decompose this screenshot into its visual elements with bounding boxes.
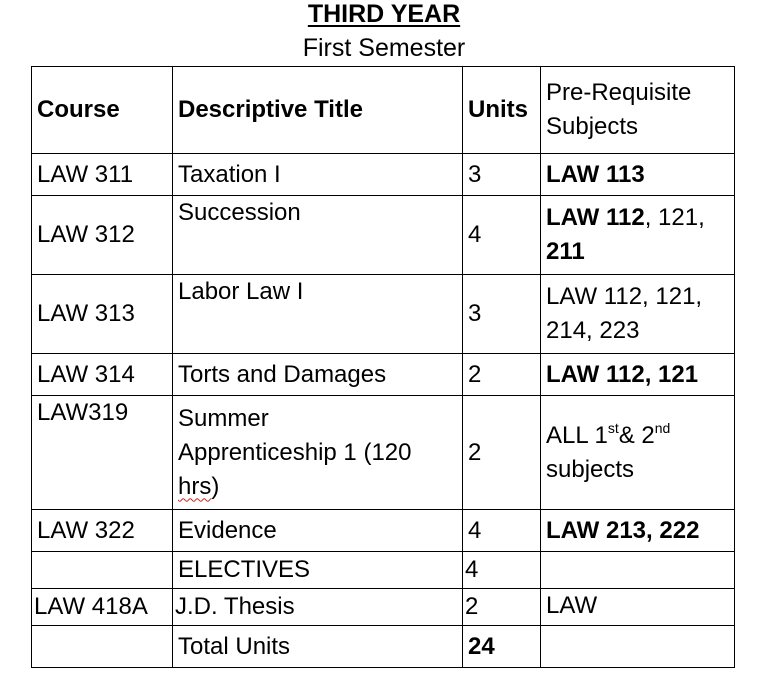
course-code: LAW 314	[32, 354, 173, 396]
table-row	[32, 275, 735, 354]
course-title: ELECTIVES	[173, 552, 463, 589]
prereq-sup-nd: nd	[654, 419, 671, 436]
prereq-line2: 211	[546, 238, 585, 265]
course-units: 2	[463, 396, 541, 510]
course-prereq: LAW 112, 121	[541, 354, 735, 396]
total-units: 24	[463, 626, 541, 668]
course-units: 4	[463, 510, 541, 552]
course-units: 2	[463, 589, 541, 626]
title-line3-end: )	[211, 472, 220, 500]
course-code	[32, 552, 173, 589]
course-prereq: LAW 213, 222	[541, 510, 735, 552]
table-row	[32, 589, 735, 626]
course-code: LAW 418A	[32, 589, 173, 626]
course-title: J.D. Thesis	[173, 589, 463, 626]
header-course: Course	[32, 67, 173, 154]
course-prereq	[541, 196, 735, 275]
course-title: Taxation I	[173, 154, 463, 196]
course-title: Evidence	[173, 510, 463, 552]
table-row	[32, 354, 735, 396]
course-code: LAW 311	[32, 154, 173, 196]
header-row	[32, 67, 735, 154]
prereq-line2: subjects	[546, 455, 635, 483]
prereq-part-b: & 2	[618, 421, 655, 449]
year-heading: THIRD YEAR	[307, 0, 461, 28]
table-row	[32, 396, 735, 510]
curriculum-table	[31, 66, 735, 668]
course-units: 4	[463, 196, 541, 275]
prereq-rest-part: , 121,	[644, 204, 705, 231]
course-prereq	[541, 275, 735, 354]
course-prereq	[541, 626, 735, 668]
course-code: LAW 312	[32, 196, 173, 275]
prereq-part-a: ALL 1	[546, 421, 608, 449]
course-units: 4	[463, 552, 541, 589]
course-prereq	[541, 552, 735, 589]
prereq-bold-part: LAW 112	[546, 204, 645, 231]
table-row	[32, 154, 735, 196]
header-units: Units	[463, 67, 541, 154]
course-units: 3	[463, 154, 541, 196]
title-line1: Summer	[178, 404, 269, 432]
header-prereq	[541, 67, 735, 154]
course-code	[32, 626, 173, 668]
semester-heading: First Semester	[302, 34, 466, 62]
table-row	[32, 510, 735, 552]
total-row	[32, 626, 735, 668]
course-title: Succession	[173, 196, 463, 275]
course-units: 3	[463, 275, 541, 354]
title-line3: hrs	[178, 472, 212, 500]
course-prereq	[541, 396, 735, 510]
header-title: Descriptive Title	[173, 67, 463, 154]
total-label: Total Units	[173, 626, 463, 668]
course-title: Labor Law I	[173, 275, 463, 354]
course-prereq: LAW	[541, 589, 735, 626]
prereq-line2: 214, 223	[546, 317, 640, 344]
header-prereq-line1: Pre-Requisite	[546, 79, 692, 106]
course-prereq: LAW 113	[541, 154, 735, 196]
course-code: LAW 322	[32, 510, 173, 552]
course-code: LAW319	[32, 396, 173, 510]
course-title: Torts and Damages	[173, 354, 463, 396]
course-units: 2	[463, 354, 541, 396]
course-code: LAW 313	[32, 275, 173, 354]
prereq-sup-st: st	[607, 419, 619, 436]
table-row	[32, 196, 735, 275]
header-prereq-line2: Subjects	[546, 113, 639, 140]
prereq-line1: LAW 112, 121,	[546, 283, 703, 310]
course-title	[173, 396, 463, 510]
table-row	[32, 552, 735, 589]
title-line2: Apprenticeship 1 (120	[178, 438, 412, 466]
